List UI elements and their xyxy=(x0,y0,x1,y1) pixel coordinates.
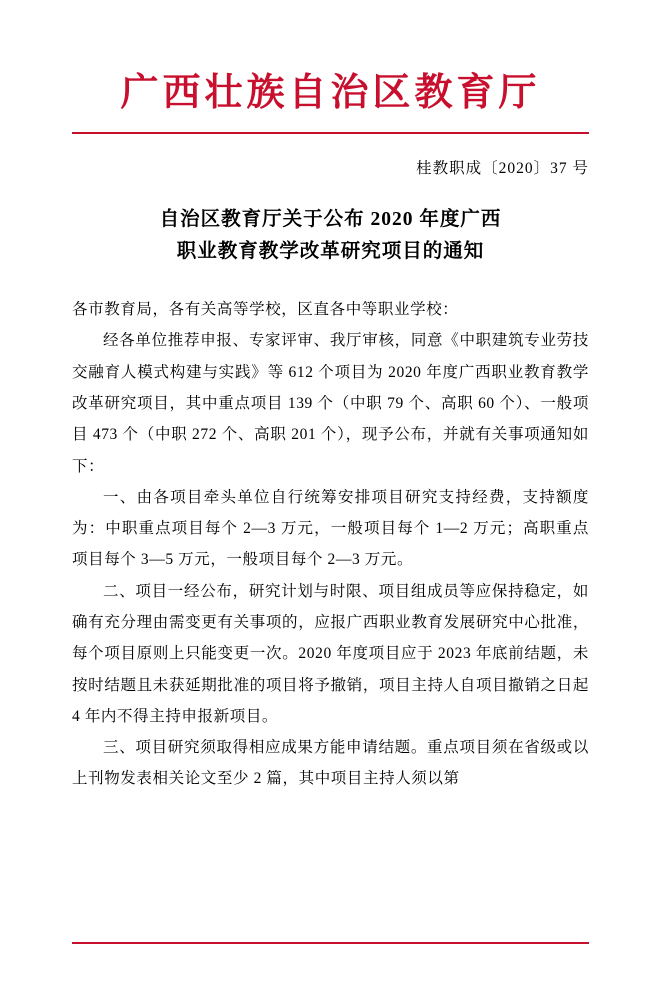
paragraph-4: 三、项目研究须取得相应成果方能申请结题。重点项目须在省级或以上刊物发表相关论文至少 2 篇，其中项目主持人须以第 xyxy=(72,739,589,788)
footer-divider xyxy=(72,942,589,944)
masthead xyxy=(72,72,589,134)
paragraph-3: 二、项目一经公布，研究计划与时限、项目组成员等应保持稳定，如确有充分理由需变更有关事项的，应报广西职业教育发展研究中心批准，每个项目原则上只能变更一次。2020 年度项目应于 2023 年底前结题，未按时结题且未获延期批准的项目将予撤销，项目主持人自项目撤销之日起 4 年内不得主持申报新项目。 xyxy=(72,582,589,725)
document-title-line-2: 职业教育教学改革研究项目的通知 xyxy=(176,240,485,262)
document-title xyxy=(72,204,589,268)
document-number: 桂教职成〔2020〕37 号 xyxy=(416,159,589,177)
paragraph-1: 经各单位推荐申报、专家评审、我厅审核，同意《中职建筑专业劳技交融育人模式构建与实践》等 612 个项目为 2020 年度广西职业教育教学改革研究项目，其中重点项目 139 个（中职 79 个、高职 60 个）、一般项目 473 个（中职 272 个、高职 201 个），现予公布，并就有关事项通知如下： xyxy=(72,332,589,475)
masthead-divider xyxy=(72,132,589,134)
document-page xyxy=(0,72,661,999)
paragraph-2: 一、由各项目牵头单位自行统筹安排项目研究支持经费，支持额度为：中职重点项目每个 2—3 万元，一般项目每个 1—2 万元；高职重点项目每个 3—5 万元，一般项目每个 2—3 万元。 xyxy=(72,488,589,569)
document-title-line-1: 自治区教育厅关于公布 2020 年度广西 xyxy=(159,208,502,230)
document-body xyxy=(72,294,589,795)
masthead-title: 广西壮族自治区教育厅 xyxy=(120,72,541,114)
paragraph-salutation: 各市教育局，各有关高等学校，区直各中等职业学校： xyxy=(72,301,459,319)
